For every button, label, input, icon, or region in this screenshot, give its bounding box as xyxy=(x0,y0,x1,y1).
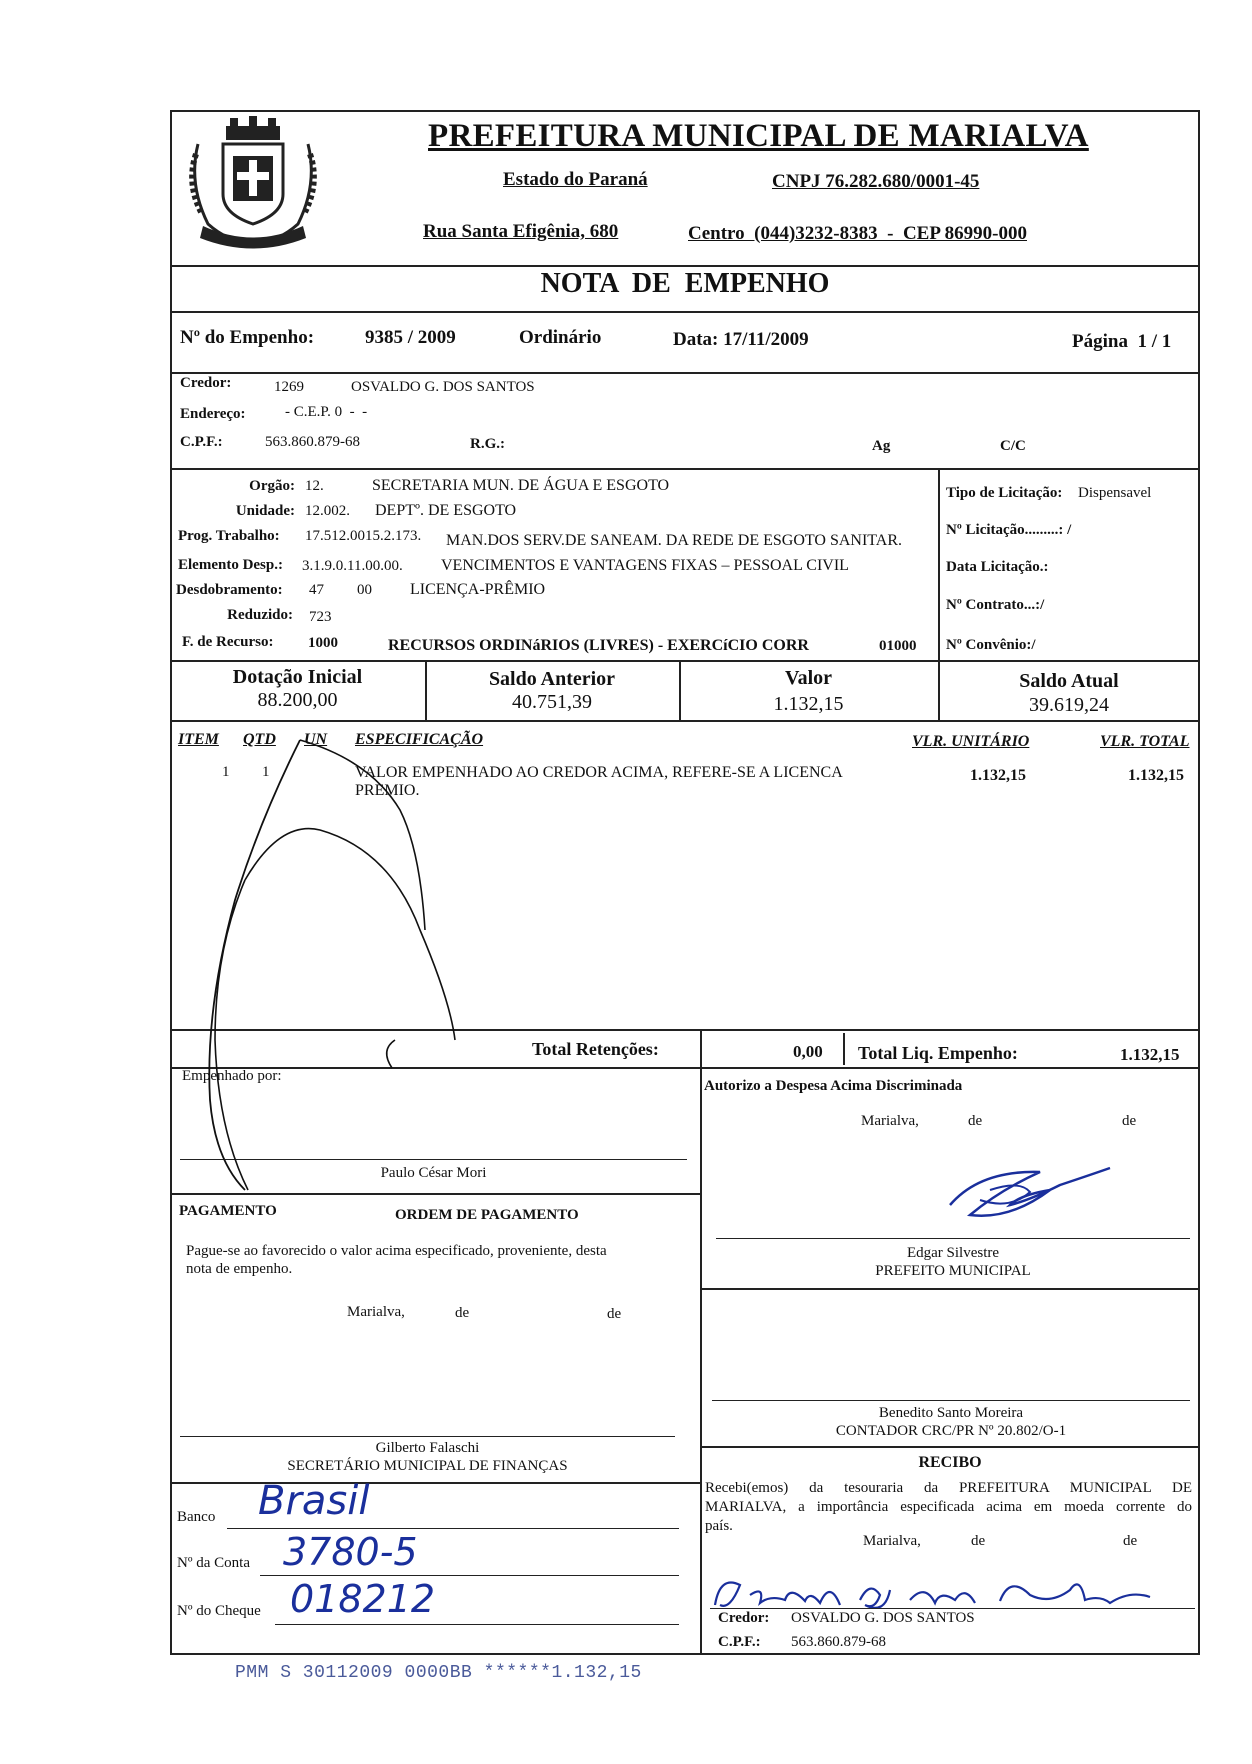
numero-cheque-handwritten: 018212 xyxy=(290,1577,436,1621)
desdobramento-subcode: 00 xyxy=(357,582,372,598)
rg-label: R.G.: xyxy=(470,436,505,452)
fonte-recurso-suffix: 01000 xyxy=(879,638,917,654)
recibo-de-1: de xyxy=(971,1533,986,1549)
orgao-label: Orgão: xyxy=(249,478,295,494)
contador-role: CONTADOR CRC/PR Nº 20.802/O-1 xyxy=(835,1423,1067,1439)
reduzido-label: Reduzido: xyxy=(227,607,293,623)
payment-stamp: PMM S 30112009 0000BB ******1.132,15 xyxy=(235,1663,642,1683)
prog-trabalho-label: Prog. Trabalho: xyxy=(178,528,280,544)
prefeito-role: PREFEITO MUNICIPAL xyxy=(875,1263,1031,1279)
valor-value: 1.132,15 xyxy=(773,693,844,715)
desdobramento-label: Desdobramento: xyxy=(176,582,283,598)
fonte-recurso-name: RECURSOS ORDINáRIOS (LIVRES) - EXERCíCIO CORR xyxy=(388,637,809,654)
credor-name: OSVALDO G. DOS SANTOS xyxy=(351,379,535,395)
elemento-despesa-name: VENCIMENTOS E VANTAGENS FIXAS – PESSOAL CIVIL xyxy=(441,557,849,574)
recibo-text-line3: país. xyxy=(705,1518,733,1534)
address-street: Rua Santa Efigênia, 680 xyxy=(423,221,619,242)
col-header-item: ITEM xyxy=(178,731,219,748)
recibo-text-line2: MARIALVA, a importância especificada acima em moeda corrente do xyxy=(705,1499,1192,1515)
banco-handwritten: Brasil xyxy=(258,1478,370,1524)
document-title: NOTA DE EMPENHO xyxy=(540,268,830,299)
saldo-anterior-label: Saldo Anterior xyxy=(488,668,616,690)
row-item: 1 xyxy=(222,764,230,780)
pagamento-de-1: de xyxy=(455,1305,470,1321)
col-header-especificacao: ESPECIFICAÇÃO xyxy=(355,731,484,748)
valor-label: Valor xyxy=(784,667,833,689)
prefeito-name: Edgar Silvestre xyxy=(906,1245,1000,1261)
row-description-line1: VALOR EMPENHADO AO CREDOR ACIMA, REFERE-SE A LICENCA xyxy=(355,764,843,781)
banco-label: Banco xyxy=(177,1509,216,1525)
autorizo-title: Autorizo a Despesa Acima Discriminada xyxy=(704,1078,963,1094)
secretario-name: Gilberto Falaschi xyxy=(375,1440,480,1456)
recibo-de-2: de xyxy=(1123,1533,1138,1549)
state-name: Estado do Paraná xyxy=(503,169,648,190)
empenho-type: Ordinário xyxy=(519,327,602,348)
desdobramento-name: LICENÇA-PRÊMIO xyxy=(410,581,546,598)
conta-corrente-label: C/C xyxy=(1000,438,1026,454)
numero-contrato: Nº Contrato...:/ xyxy=(946,597,1045,613)
address-contact: Centro (044)3232-8383 - CEP 86990-000 xyxy=(688,223,1027,244)
autorizo-de-1: de xyxy=(968,1113,983,1129)
numero-licitacao: Nº Licitação.........: / xyxy=(946,522,1072,538)
pagamento-place: Marialva, xyxy=(347,1304,405,1320)
empenho-number: 9385 / 2009 xyxy=(365,327,456,348)
endereco-label: Endereço: xyxy=(180,406,246,422)
numero-conta-handwritten: 3780-5 xyxy=(283,1530,418,1574)
dotacao-inicial-value: 88.200,00 xyxy=(257,689,338,711)
pagamento-label: PAGAMENTO xyxy=(179,1203,277,1219)
cnpj: CNPJ 76.282.680/0001-45 xyxy=(772,171,980,192)
prog-trabalho-code: 17.512.0015.2.173. xyxy=(305,528,422,544)
empenho-number-label: Nº do Empenho: xyxy=(180,327,315,348)
orgao-name: SECRETARIA MUN. DE ÁGUA E ESGOTO xyxy=(372,477,670,494)
pagamento-de-2: de xyxy=(607,1306,622,1322)
numero-conta-label: Nº da Conta xyxy=(177,1555,250,1571)
tipo-licitacao-value: Dispensavel xyxy=(1078,485,1152,501)
recibo-cpf-label: C.P.F.: xyxy=(718,1634,761,1650)
recibo-text-line1: Recebi(emos) da tesouraria da PREFEITURA MUNICIPAL DE xyxy=(705,1480,1192,1496)
elemento-despesa-label: Elemento Desp.: xyxy=(178,557,283,573)
credor-label: Credor: xyxy=(180,375,232,391)
ordem-pagamento-title: ORDEM DE PAGAMENTO xyxy=(395,1207,579,1223)
endereco-value: - C.E.P. 0 - - xyxy=(285,404,368,420)
unidade-name: DEPTº. DE ESGOTO xyxy=(375,502,517,519)
desdobramento-code: 47 xyxy=(309,582,324,598)
empenhado-por-name: Paulo César Mori xyxy=(380,1165,487,1181)
numero-cheque-label: Nº do Cheque xyxy=(177,1603,261,1619)
row-description-line2: PREMIO. xyxy=(355,782,420,799)
autorizo-de-2: de xyxy=(1122,1113,1137,1129)
unidade-label: Unidade: xyxy=(235,503,295,519)
col-header-vlr-total: VLR. TOTAL xyxy=(1100,733,1190,750)
autorizo-place: Marialva, xyxy=(861,1113,919,1129)
elemento-despesa-code: 3.1.9.0.11.00.00. xyxy=(302,558,403,574)
empenhado-por-label: Empenhado por: xyxy=(182,1068,282,1084)
dotacao-inicial-label: Dotação Inicial xyxy=(232,666,363,688)
orgao-code: 12. xyxy=(305,478,324,494)
saldo-atual-label: Saldo Atual xyxy=(1019,670,1119,692)
pagamento-text-line2: nota de empenho. xyxy=(186,1261,293,1277)
col-header-qtd: QTD xyxy=(243,731,276,748)
org-name: PREFEITURA MUNICIPAL DE MARIALVA xyxy=(428,118,1089,154)
recibo-title: RECIBO xyxy=(918,1454,982,1471)
fonte-recurso-label: F. de Recurso: xyxy=(182,634,274,650)
contador-name: Benedito Santo Moreira xyxy=(878,1405,1024,1421)
col-header-un: UN xyxy=(304,731,328,748)
recibo-credor-label: Credor: xyxy=(718,1610,770,1626)
total-liquido-label: Total Liq. Empenho: xyxy=(858,1043,1018,1063)
recibo-credor-name: OSVALDO G. DOS SANTOS xyxy=(791,1610,975,1626)
pagamento-text-line1: Pague-se ao favorecido o valor acima especificado, proveniente, desta xyxy=(186,1243,607,1259)
row-unit-value: 1.132,15 xyxy=(970,767,1026,784)
unidade-code: 12.002. xyxy=(305,503,350,519)
row-qtd: 1 xyxy=(262,764,270,780)
col-header-vlr-unitario: VLR. UNITÁRIO xyxy=(912,733,1030,750)
fonte-recurso-code: 1000 xyxy=(308,635,338,651)
prog-trabalho-name: MAN.DOS SERV.DE SANEAM. DA REDE DE ESGOTO SANITAR. xyxy=(446,532,902,549)
secretario-role: SECRETÁRIO MUNICIPAL DE FINANÇAS xyxy=(287,1458,568,1474)
recibo-cpf-value: 563.860.879-68 xyxy=(791,1634,886,1650)
coat-of-arms-banner-text: MARIALVA xyxy=(226,226,275,237)
cpf-label: C.P.F.: xyxy=(180,434,223,450)
tipo-licitacao-label: Tipo de Licitação: xyxy=(946,485,1063,501)
recibo-place: Marialva, xyxy=(863,1533,921,1549)
saldo-atual-value: 39.619,24 xyxy=(1029,694,1109,716)
data-licitacao: Data Licitação.: xyxy=(946,559,1049,575)
total-retencoes-value: 0,00 xyxy=(793,1042,823,1061)
cpf-value: 563.860.879-68 xyxy=(265,434,360,450)
numero-convenio: Nº Convênio:/ xyxy=(946,637,1036,653)
saldo-anterior-value: 40.751,39 xyxy=(512,691,592,713)
empenho-date: Data: 17/11/2009 xyxy=(673,329,809,350)
credor-code: 1269 xyxy=(274,379,304,395)
total-liquido-value: 1.132,15 xyxy=(1120,1045,1180,1064)
row-total-value: 1.132,15 xyxy=(1128,767,1184,784)
reduzido-value: 723 xyxy=(309,609,332,625)
total-retencoes-label: Total Retenções: xyxy=(532,1039,659,1059)
agencia-label: Ag xyxy=(872,438,891,454)
page-number: Página 1 / 1 xyxy=(1072,331,1172,352)
